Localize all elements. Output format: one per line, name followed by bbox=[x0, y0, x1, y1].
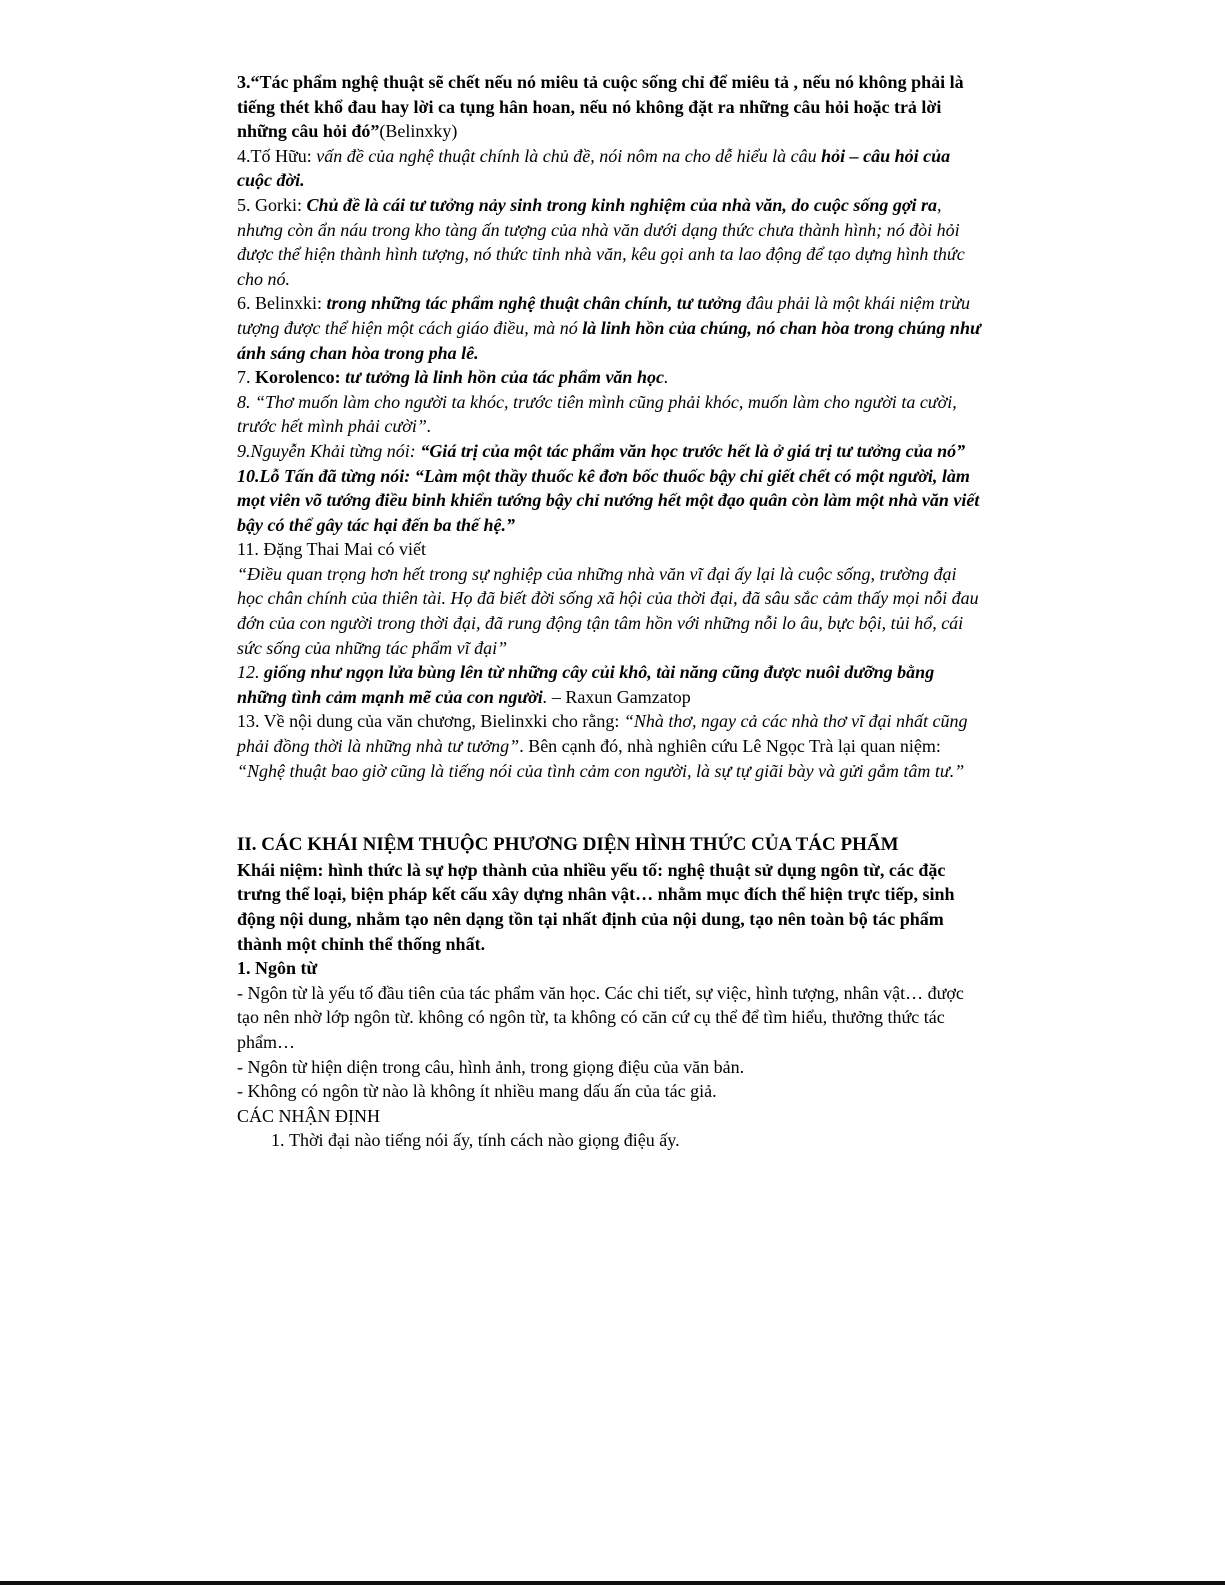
quote-7-emphasis: tư tưởng là linh hồn của tác phẩm văn học bbox=[340, 367, 664, 388]
quote-7-author: Korolenco: bbox=[255, 367, 341, 388]
nhan-dinh-item: 1. Thời đại nào tiếng nói ấy, tính cách nào giọng điệu ấy. bbox=[289, 1128, 982, 1153]
quote-9-emphasis: “Giá trị của một tác phẩm văn học trước hết là ở giá trị tư tưởng của nó” bbox=[420, 440, 966, 461]
quote-5-author: 5. Gorki: bbox=[237, 194, 307, 215]
quote-13-quote-2: “Nghệ thuật bao giờ cũng là tiếng nói của tình cảm con người, là sự tự giãi bày và gửi gắm tâm tư.” bbox=[237, 760, 965, 781]
quote-3-text: 3.“Tác phẩm nghệ thuật sẽ chết nếu nó miêu tả cuộc sống chỉ để miêu tả , nếu nó không phải là tiếng thét khổ đau hay lời ca tụng hân hoan, nếu nó không đặt ra những câu hỏi hoặc trả lời những câu hỏi đó” bbox=[237, 72, 964, 142]
quote-12-emphasis: giống như ngọn lửa bùng lên từ những cây củi khô, tài năng cũng được nuôi dưỡng bằng những tình cảm mạnh mẽ của con người bbox=[237, 662, 935, 707]
quote-13 bbox=[237, 709, 982, 783]
section-2-heading: II. CÁC KHÁI NIỆM THUỘC PHƯƠNG DIỆN HÌNH THỨC CỦA TÁC PHẨM bbox=[237, 834, 899, 856]
quote-3-source: (Belinxky) bbox=[379, 121, 458, 142]
bullet-item: - Ngôn từ là yếu tố đầu tiên của tác phẩm văn học. Các chi tiết, sự việc, hình tượng, nhân vật… được tạo nên nhờ lớp ngôn từ. không có ngôn từ, ta không có căn cứ cụ thể để tìm hiểu, thưởng thức tác phẩm… bbox=[237, 982, 964, 1052]
document-page bbox=[237, 70, 982, 1153]
quote-8: 8. “Thơ muốn làm cho người ta khóc, trước tiên mình cũng phải khóc, muốn làm cho người ta cười, trước hết mình phải cười”. bbox=[237, 391, 957, 437]
quote-12-dot: . bbox=[542, 686, 548, 707]
quote-12 bbox=[237, 660, 982, 709]
section-2-concept: Khái niệm: hình thức là sự hợp thành của nhiều yếu tố: nghệ thuật sử dụng ngôn từ, các đặc trưng thể loại, biện pháp kết cấu xây dựng nhân vật… nhằm mục đích thể hiện trực tiếp, sinh động nội dung, nhằm tạo nên dạng tồn tại nhất định của nội dung, tạo nên toàn bộ tác phẩm thành một chỉnh thể thống nhất. bbox=[237, 859, 955, 954]
quote-6-emphasis-1: trong những tác phẩm nghệ thuật chân chính, tư tưởng bbox=[326, 293, 742, 314]
quote-7-number: 7. bbox=[237, 367, 255, 388]
quote-6 bbox=[237, 291, 982, 365]
quote-12-number: 12. bbox=[237, 662, 264, 683]
quote-6-emphasis-2: là linh hồn của chúng, nó chan hòa trong chúng như ánh sáng chan hòa trong pha lê. bbox=[237, 317, 981, 363]
quote-5-text: , nhưng còn ẩn náu trong kho tàng ấn tượng của nhà văn dưới dạng thức chưa thành hình; nó đòi hỏi được thể hiện thành hình tượng, nó thức tỉnh nhà văn, kêu gọi anh ta lao động để tạo dựng hình thức cho nó. bbox=[237, 194, 965, 289]
quote-12-author: – Raxun Gamzatop bbox=[547, 686, 691, 707]
bullet-item: - Không có ngôn từ nào là không ít nhiều mang dấu ấn của tác giả. bbox=[237, 1081, 717, 1102]
subsection-ngon-tu-title: 1. Ngôn từ bbox=[237, 958, 318, 979]
bullet-item: - Ngôn từ hiện diện trong câu, hình ảnh, trong giọng điệu của văn bản. bbox=[237, 1056, 745, 1077]
quote-6-author: 6. Belinxki: bbox=[237, 293, 327, 314]
quote-3 bbox=[237, 70, 982, 144]
quote-6-text: đâu phải là một khái niệm trừu tượng được thể hiện một cách giáo điều, mà nó bbox=[237, 293, 970, 338]
nhan-dinh-list bbox=[237, 1128, 982, 1153]
quote-4-emphasis: hỏi – câu hỏi của cuộc đời. bbox=[237, 145, 951, 191]
quote-4 bbox=[237, 144, 982, 193]
quote-10: 10.Lỗ Tấn đã từng nói: “Làm một thầy thuốc kê đơn bốc thuốc bậy chỉ giết chết có một người, làm mọt viên võ tướng điều binh khiển tướng bậy chỉ nướng hết một đạo quân còn làm một nhà văn viết bậy có thể gây tác hại đến ba thế hệ.” bbox=[237, 465, 980, 535]
quote-11-intro: 11. Đặng Thai Mai có viết bbox=[237, 539, 426, 560]
quote-4-author: 4.Tố Hữu: bbox=[237, 145, 317, 166]
quote-7 bbox=[237, 365, 982, 390]
quote-13-quote-1: “Nhà thơ, ngay cả các nhà thơ vĩ đại nhất cũng phải đồng thời là những nhà tư tưởng” bbox=[237, 711, 968, 757]
quote-11-text: “Điều quan trọng hơn hết trong sự nghiệp của những nhà văn vĩ đại ấy lại là cuộc sống, trường đại học chân chính của thiên tài. Họ đã biết đời sống xã hội của thời đại, đã sâu sắc cảm thấy mọi nỗi đau đớn của con người trong thời đại, đã rung động tận tâm hồn với những nỗi lo âu, bực bội, tủi hổ, cái sức sống của những tác phẩm vĩ đại” bbox=[237, 563, 979, 658]
nhan-dinh-title: CÁC NHẬN ĐỊNH bbox=[237, 1105, 380, 1126]
quote-13-middle: . Bên cạnh đó, nhà nghiên cứu Lê Ngọc Trà lại quan niệm: bbox=[519, 736, 941, 757]
quote-5-emphasis: Chủ đề là cái tư tưởng nảy sinh trong kinh nghiệm của nhà văn, do cuộc sống gợi ra bbox=[306, 194, 938, 215]
quote-4-text: vấn đề của nghệ thuật chính là chủ đề, nói nôm na cho dễ hiểu là câu bbox=[316, 145, 822, 166]
quote-9 bbox=[237, 439, 982, 464]
quote-5 bbox=[237, 193, 982, 291]
quote-13-intro: 13. Về nội dung của văn chương, Bielinxki cho rằng: bbox=[237, 711, 624, 732]
quote-9-author: 9.Nguyễn Khải từng nói: bbox=[237, 440, 421, 461]
quote-7-dot: . bbox=[663, 367, 669, 388]
page-bottom-border bbox=[0, 1581, 1225, 1585]
section-spacer bbox=[237, 783, 982, 833]
